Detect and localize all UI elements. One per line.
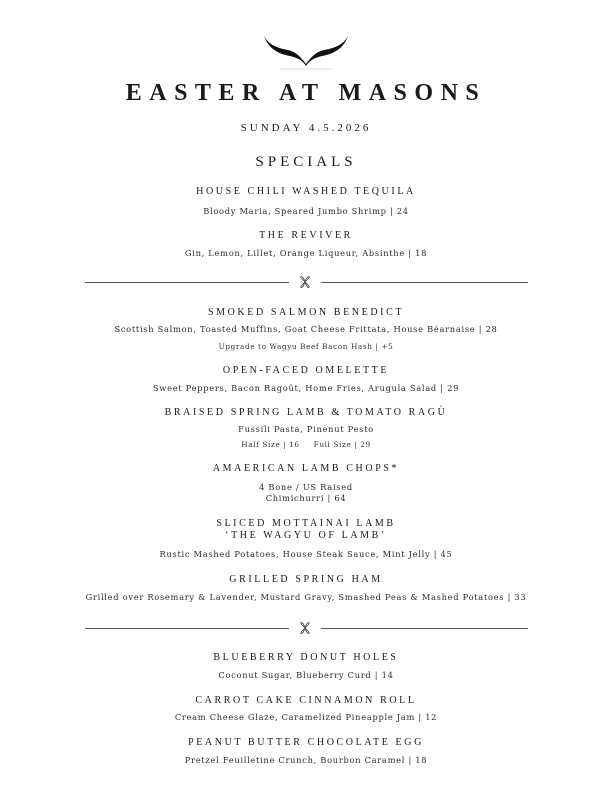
- item-upgrade: Upgrade to Wagyu Beef Bacon Hash | +5: [218, 342, 394, 351]
- menu-title: EASTER AT MASONS: [125, 80, 487, 106]
- item-description: Grilled over Rosemary & Lavender, Mustard Gravy, Smashed Peas & Mashed Potatoes | 33: [85, 592, 527, 602]
- item-description: Scottish Salmon, Toasted Muffins, Goat Cheese Frittata, House Béarnaise | 28: [114, 324, 498, 334]
- item-sizes: [0, 440, 612, 449]
- menu-date: SUNDAY 4.5.2026: [240, 122, 372, 134]
- half-size-price: Half Size | 16: [241, 440, 300, 449]
- item-description: Chimichurri | 64: [265, 493, 347, 503]
- divider-line: [85, 282, 289, 283]
- item-name: CARROT CAKE CINNAMON ROLL: [195, 695, 417, 706]
- divider-line: [321, 628, 528, 629]
- item-name: OPEN-FACED OMELETTE: [222, 365, 390, 376]
- item-description: 4 Bone / US Raised: [259, 482, 353, 492]
- item-name: HOUSE CHILI WASHED TEQUILA: [196, 186, 416, 197]
- item-description: Fussili Pasta, Pinenut Pesto: [238, 424, 374, 434]
- item-description: Sweet Peppers, Bacon Ragoût, Home Fries, Arugula Salad | 29: [152, 383, 460, 393]
- item-name: BRAISED SPRING LAMB & TOMATO RAGÙ: [164, 407, 448, 418]
- section-divider: [85, 276, 528, 288]
- floral-ornament-icon: [298, 276, 312, 288]
- item-description: Gin, Lemon, Lillet, Orange Liqueur, Absinthe | 18: [184, 248, 428, 258]
- item-name: SLICED MOTTAINAI LAMB: [216, 518, 396, 529]
- item-description: Pretzel Feuilletine Crunch, Bourbon Caramel | 18: [184, 755, 428, 765]
- item-name: GRILLED SPRING HAM: [229, 574, 383, 585]
- item-description: Cream Cheese Glaze, Caramelized Pineapple Jam | 12: [174, 712, 438, 722]
- item-description: Coconut Sugar, Blueberry Curd | 14: [218, 670, 394, 680]
- item-name: BLUEBERRY DONUT HOLES: [213, 652, 399, 663]
- item-name: AMAERICAN LAMB CHOPS*: [212, 463, 400, 474]
- full-size-price: Full Size | 29: [313, 440, 371, 449]
- section-divider: [85, 622, 528, 634]
- item-name: PEANUT BUTTER CHOCOLATE EGG: [188, 737, 424, 748]
- section-heading: SPECIALS: [255, 154, 357, 170]
- item-description: Rustic Mashed Potatoes, House Steak Sauce, Mint Jelly | 45: [159, 549, 453, 559]
- item-description: Bloody Maria, Speared Jumbo Shrimp | 24: [203, 206, 409, 216]
- item-name: SMOKED SALMON BENEDICT: [207, 307, 405, 318]
- bull-horns-logo-icon: [262, 30, 350, 70]
- floral-ornament-icon: [298, 622, 312, 634]
- divider-line: [85, 628, 289, 629]
- item-name: THE REVIVER: [259, 230, 353, 241]
- item-subtitle: ‘THE WAGYU OF LAMB’: [225, 530, 387, 541]
- divider-line: [321, 282, 528, 283]
